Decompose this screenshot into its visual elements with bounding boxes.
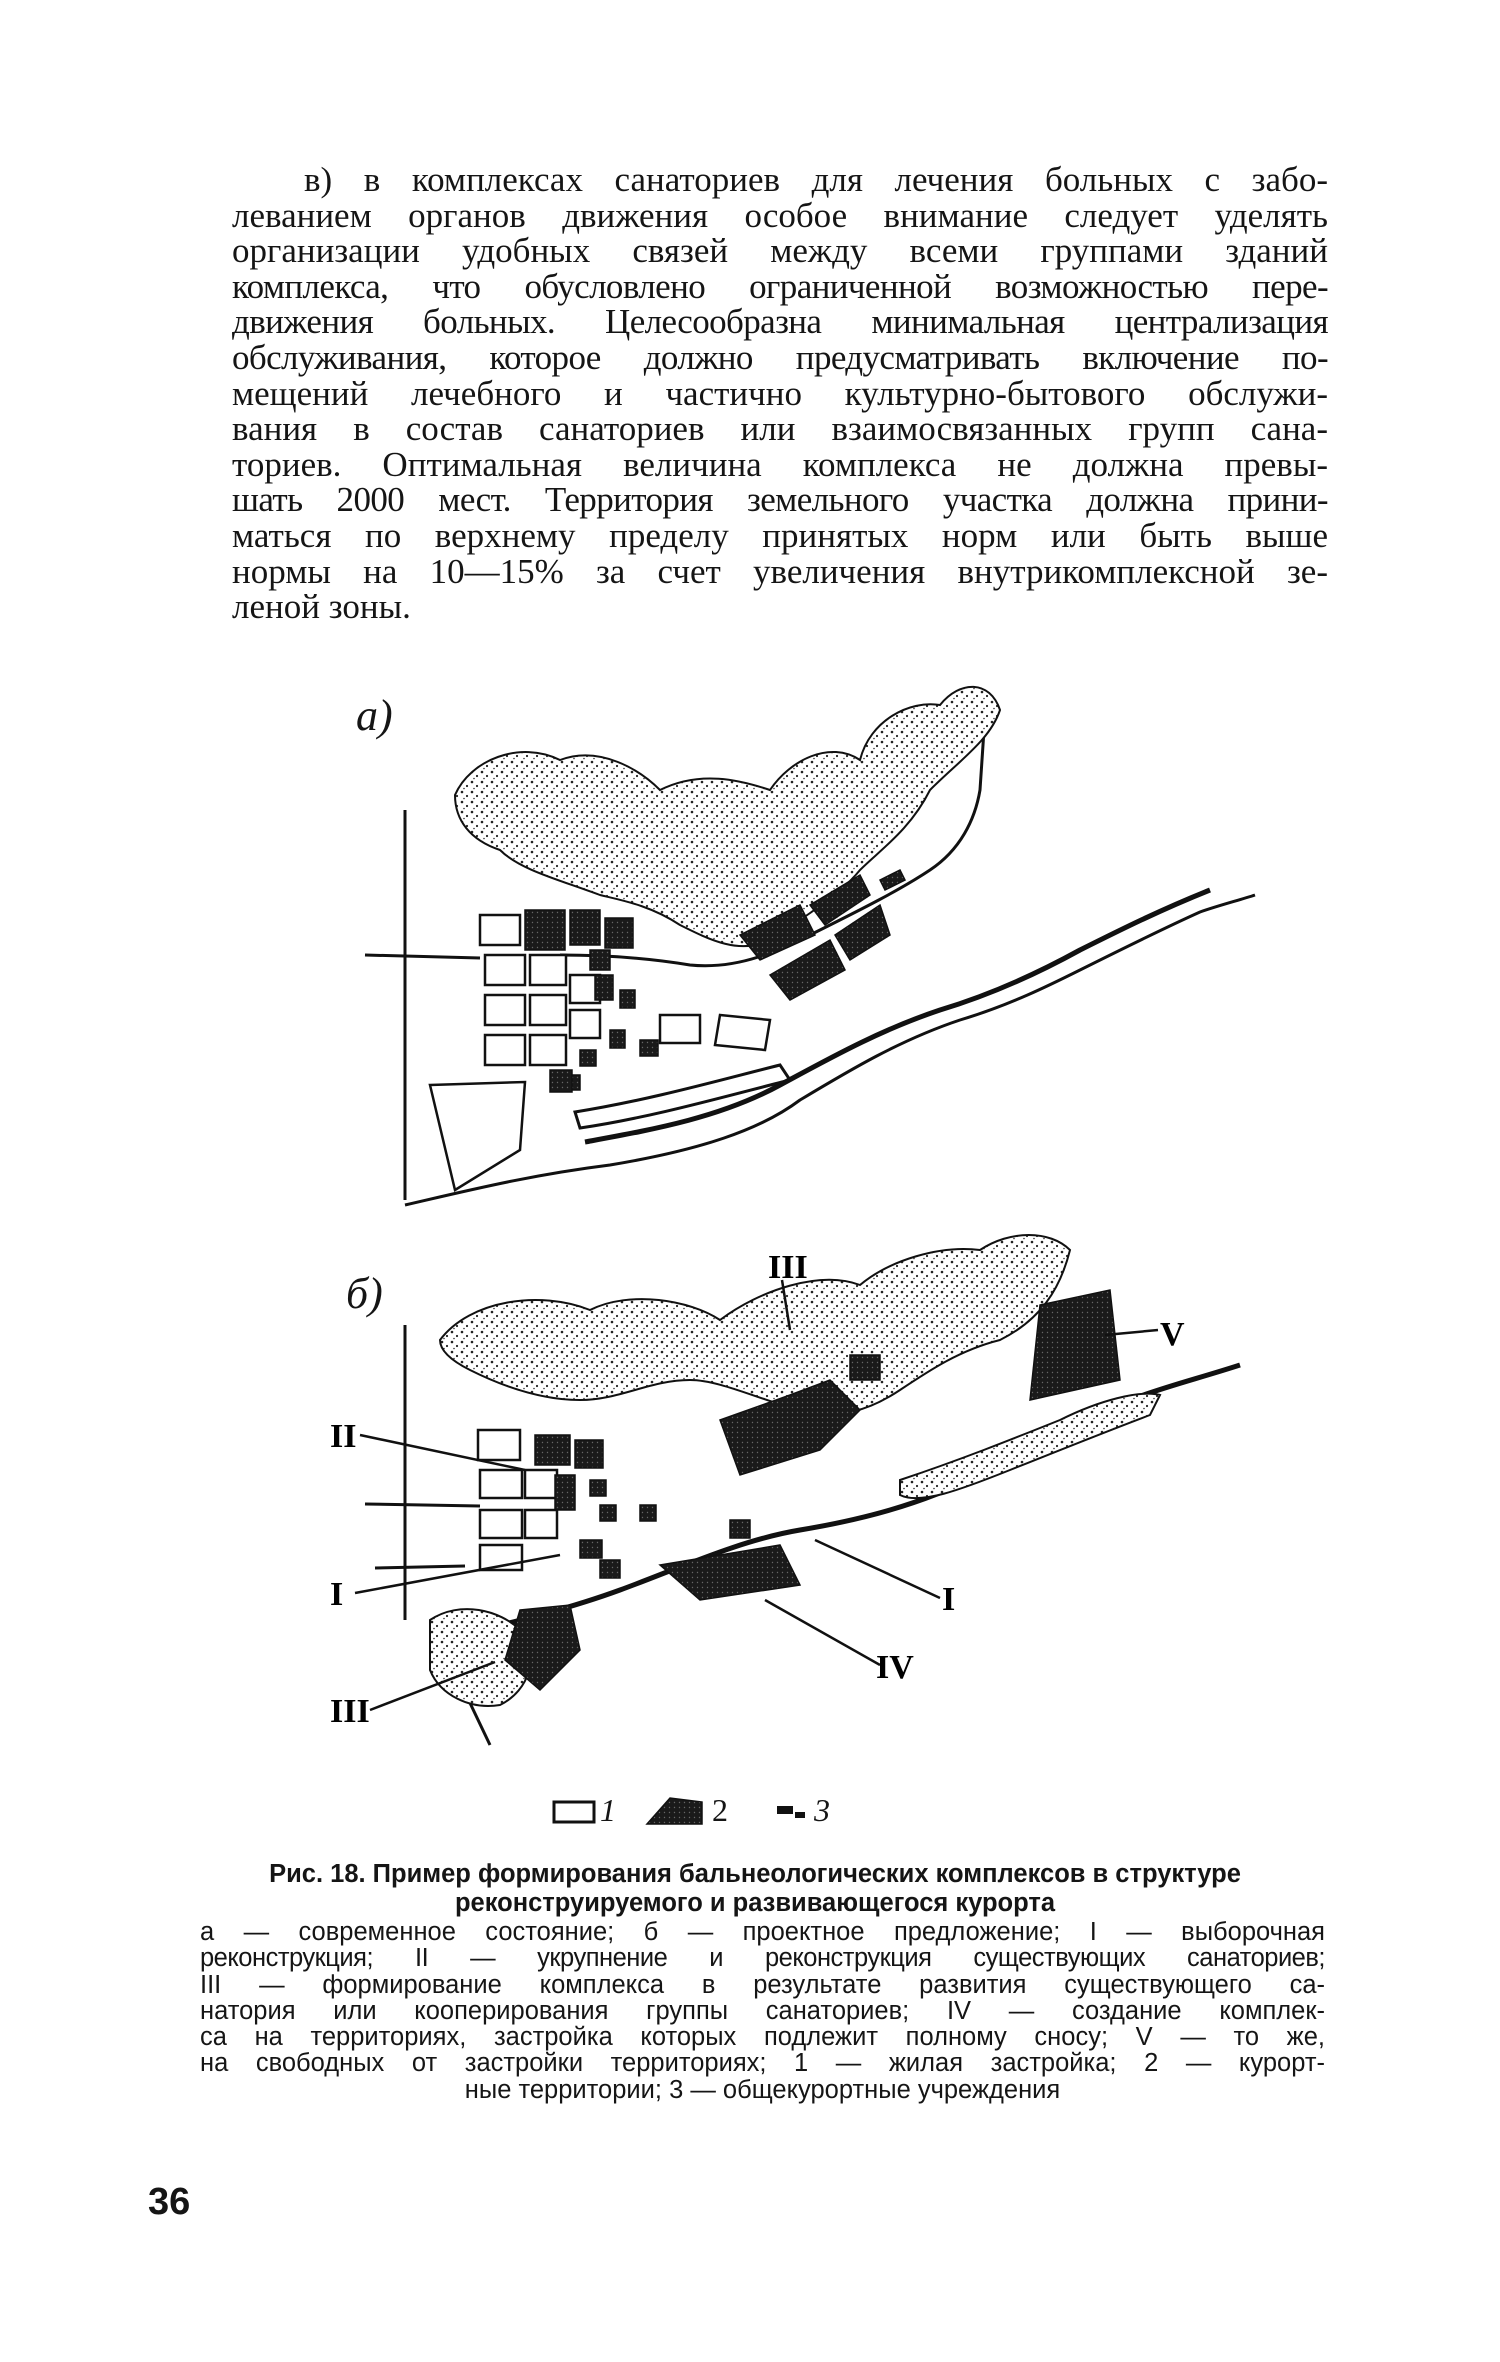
panel-a-label: а) xyxy=(356,691,393,740)
panel-a-map xyxy=(365,687,1255,1205)
caption-line: III — формирование комплекса в результате развития существующего са- xyxy=(200,1970,1325,1999)
paragraph-line: ториев. Оптимальная величина комплекса не должна превы- xyxy=(232,444,1328,484)
page-number: 36 xyxy=(148,2181,191,2223)
figure-caption-title xyxy=(200,1860,1310,1918)
caption-line: а — современное состояние; б — проектное предложение; I — выборочная xyxy=(200,1918,1325,1946)
marker-i-right: I xyxy=(942,1581,956,1618)
caption-line: на свободных от застройки территориях; 1 — жилая застройка; 2 — курорт- xyxy=(200,2049,1325,2078)
paragraph-line: мещений лечебного и частично культурно-бытового обслужи- xyxy=(232,373,1328,413)
paragraph-line: леной зоны. xyxy=(232,587,411,627)
marker-i-left: I xyxy=(330,1576,344,1613)
panel-b-label: б) xyxy=(346,1269,383,1318)
paragraph-line: организации удобных связей между всеми группами зданий xyxy=(232,231,1328,271)
paragraph-line: обслуживания, которое должно предусматривать включение по- xyxy=(232,337,1328,377)
caption-line: реконструкция; II — укрупнение и реконструкция существующих санаториев; xyxy=(200,1944,1325,1973)
marker-ii-left: II xyxy=(330,1418,357,1455)
legend-item-1: 1 xyxy=(600,1792,616,1828)
marker-iii-left: III xyxy=(330,1693,370,1730)
figure-legend xyxy=(552,1790,872,1830)
paragraph-line: леванием органов движения особое внимание следует уделять xyxy=(232,195,1328,235)
marker-iv-right: IV xyxy=(876,1649,914,1686)
paragraph-line: движения больных. Целесообразна минимальная централизация xyxy=(232,302,1328,342)
legend-item-2: 2 xyxy=(712,1792,728,1828)
paragraph-line: вания в состав санаториев или взаимосвязанных групп сана- xyxy=(232,409,1328,449)
figure-caption-body xyxy=(200,1919,1325,2103)
paragraph-line: шать 2000 мест. Территория земельного участка должна прини- xyxy=(232,480,1328,520)
marker-iii-top: III xyxy=(768,1249,808,1286)
caption-line: ные территории; 3 — общекурортные учреждения xyxy=(464,2075,1061,2104)
caption-line: натория или кооперирования группы санаториев; IV — создание комплек- xyxy=(200,1996,1325,2025)
paragraph-line: нормы на 10—15% за счет увеличения внутрикомплексной зе- xyxy=(232,551,1328,591)
legend-item-3: 3 xyxy=(814,1792,830,1828)
marker-v-right: V xyxy=(1160,1316,1185,1353)
caption-title-line: Рис. 18. Пример формирования бальнеологических комплексов в структуре xyxy=(269,1860,1241,1888)
panel-b-map xyxy=(355,1235,1240,1745)
paragraph-line: в) в комплексах санаториев для лечения больных с забо- xyxy=(304,160,1328,199)
paragraph-line: маться по верхнему пределу принятых норм или быть выше xyxy=(232,515,1328,555)
paragraph-line: комплекса, что обусловлено ограниченной возможностью пере- xyxy=(232,266,1328,306)
caption-title-line: реконструируемого и развивающегося курорта xyxy=(454,1889,1056,1917)
caption-line: са на территориях, застройка которых подлежит полному сносу; V — то же, xyxy=(200,2023,1325,2052)
